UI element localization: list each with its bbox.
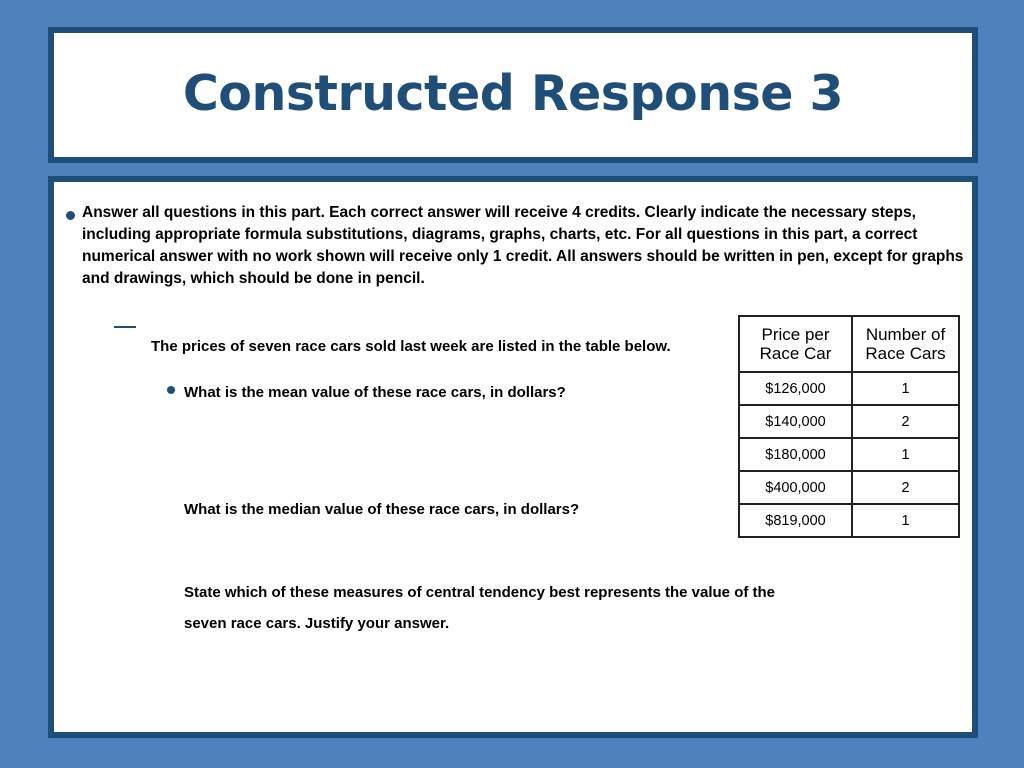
count-cell: 1 xyxy=(852,372,959,405)
race-car-price-table xyxy=(738,315,960,538)
count-header-line2: Race Cars xyxy=(865,344,946,363)
bullet-icon xyxy=(167,386,175,394)
price-header-line2: Race Car xyxy=(759,344,832,363)
title-panel xyxy=(48,27,978,163)
price-cell: $180,000 xyxy=(739,438,852,471)
count-cell: 1 xyxy=(852,438,959,471)
price-header xyxy=(739,316,852,372)
problem-intro: The prices of seven race cars sold last week are listed in the table below. xyxy=(151,338,671,355)
count-cell: 2 xyxy=(852,471,959,504)
slide-title: Constructed Response 3 xyxy=(182,64,844,122)
count-cell: 1 xyxy=(852,504,959,537)
instructions-text: Answer all questions in this part. Each correct answer will receive 4 credits. Clearly indicate the necessary steps, including appropriate formula substitutions, diagrams, graphs, charts, etc. For all questions in this part, a correct numerical answer with no work shown will receive only 1 credit. All answers should be written in pen, except for graphs and drawings, which should be done in pencil. xyxy=(82,204,964,287)
price-cell: $400,000 xyxy=(739,471,852,504)
question-state-line2: seven race cars. Justify your answer. xyxy=(184,615,450,632)
content-panel xyxy=(48,176,978,738)
question-median: What is the median value of these race cars, in dollars? xyxy=(184,501,580,518)
question-mean: What is the mean value of these race cars, in dollars? xyxy=(184,384,566,401)
price-header-line1: Price per xyxy=(761,325,830,344)
table-row xyxy=(739,372,959,405)
table-row xyxy=(739,504,959,537)
table-row xyxy=(739,471,959,504)
price-cell: $819,000 xyxy=(739,504,852,537)
count-header xyxy=(852,316,959,372)
price-cell: $126,000 xyxy=(739,372,852,405)
table-row xyxy=(739,405,959,438)
dash-icon xyxy=(114,326,136,328)
bullet-icon xyxy=(66,211,75,220)
count-header-line1: Number of xyxy=(865,325,946,344)
question-state-line1: State which of these measures of central tendency best represents the value of the xyxy=(184,584,776,601)
price-cell: $140,000 xyxy=(739,405,852,438)
table-row xyxy=(739,438,959,471)
count-cell: 2 xyxy=(852,405,959,438)
table-header-row xyxy=(739,316,959,372)
